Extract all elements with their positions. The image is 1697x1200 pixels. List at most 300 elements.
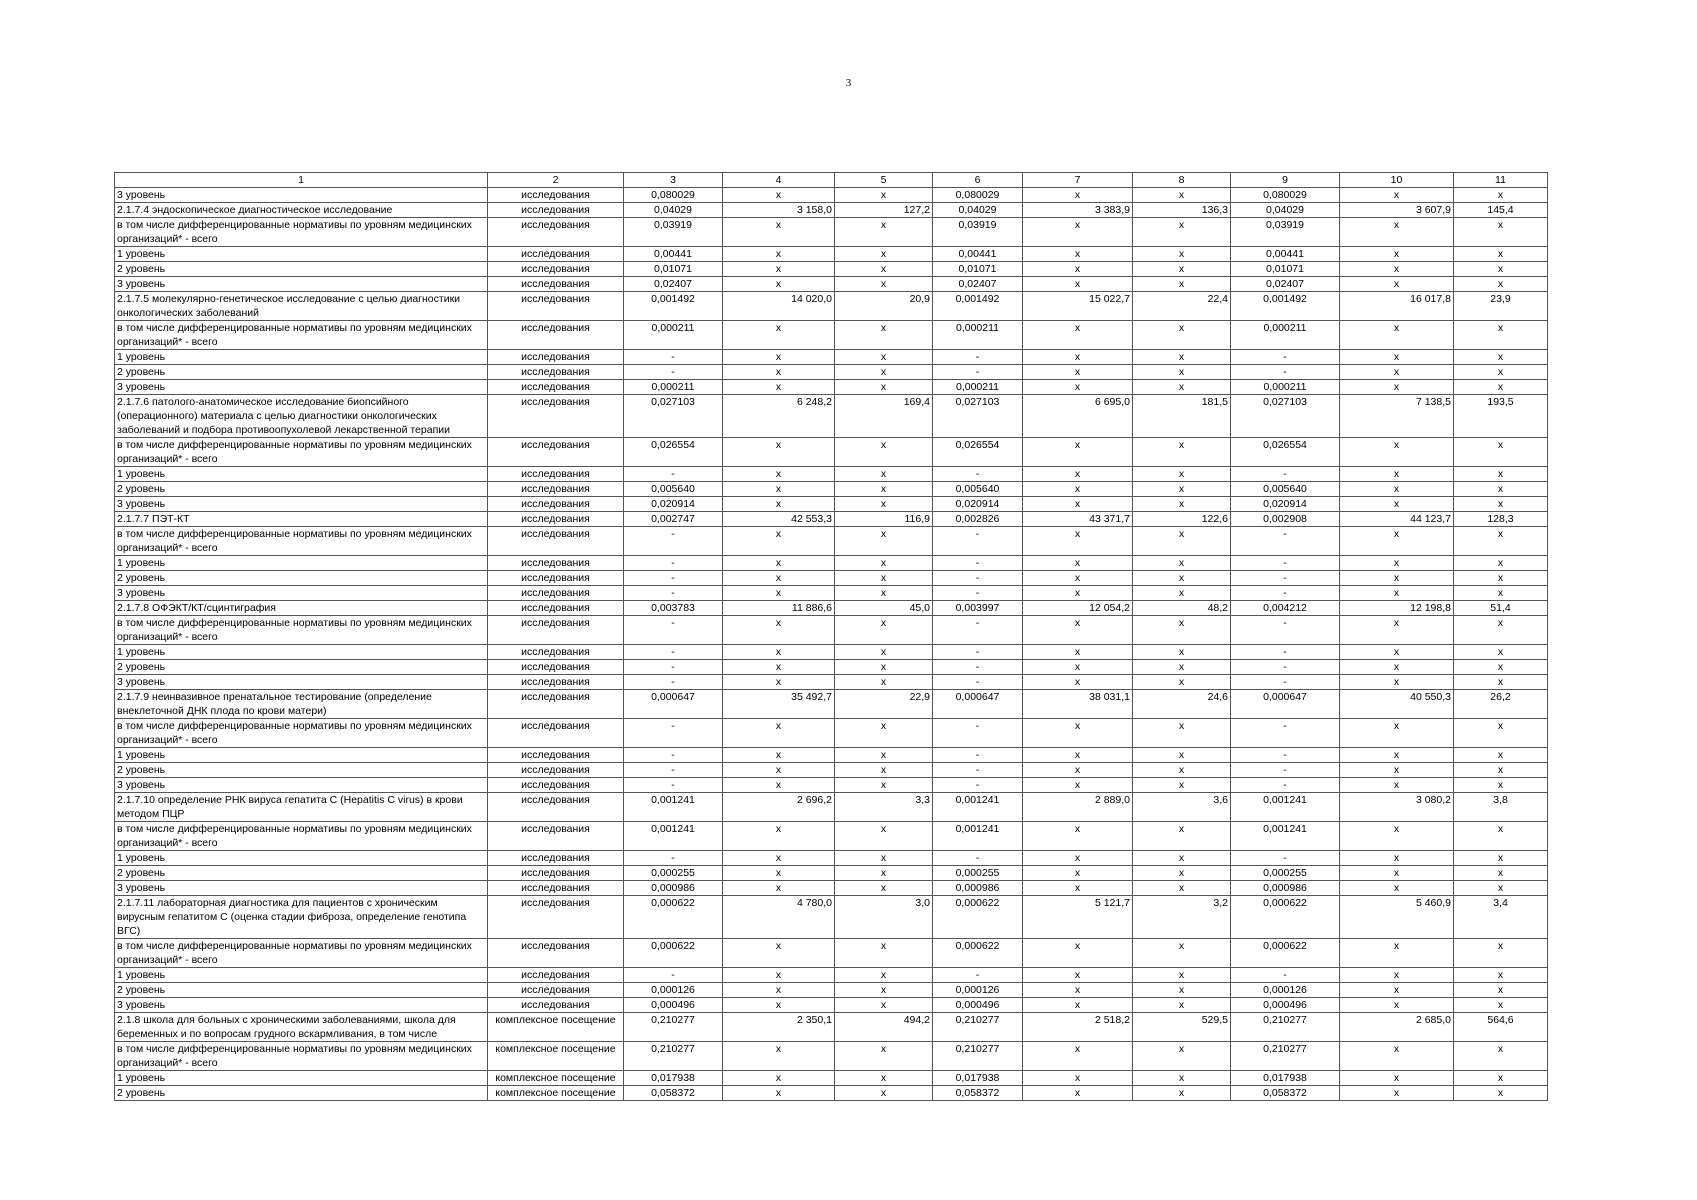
value-cell: x [723, 660, 835, 675]
value-cell: 0,001492 [624, 292, 723, 321]
table-row [115, 1042, 1548, 1071]
value-cell: x [1023, 645, 1133, 660]
value-cell: 0,210277 [1231, 1013, 1340, 1042]
value-cell: - [933, 778, 1023, 793]
row-label: 3 уровень [115, 881, 488, 896]
value-cell: x [1023, 277, 1133, 292]
value-cell: - [933, 586, 1023, 601]
value-cell: x [835, 188, 933, 203]
unit-cell: исследования [488, 690, 624, 719]
value-cell: x [1023, 616, 1133, 645]
value-cell: x [723, 188, 835, 203]
value-cell: x [1133, 616, 1231, 645]
value-cell: 0,000622 [624, 939, 723, 968]
value-cell: x [723, 365, 835, 380]
value-cell: x [723, 822, 835, 851]
value-cell: x [1340, 527, 1454, 556]
value-cell: 3 080,2 [1340, 793, 1454, 822]
value-cell: - [624, 350, 723, 365]
value-cell: x [1133, 675, 1231, 690]
value-cell: x [1023, 983, 1133, 998]
value-cell: x [1454, 247, 1548, 262]
value-cell: - [624, 968, 723, 983]
value-cell: x [1340, 350, 1454, 365]
value-cell: x [1023, 188, 1133, 203]
unit-cell: исследования [488, 467, 624, 482]
value-cell: 0,017938 [1231, 1071, 1340, 1086]
value-cell: 3 607,9 [1340, 203, 1454, 218]
page-number: 3 [845, 77, 852, 89]
row-label: 2 уровень [115, 571, 488, 586]
value-cell: 122,6 [1133, 512, 1231, 527]
value-cell: x [1340, 939, 1454, 968]
value-cell: x [1023, 482, 1133, 497]
value-cell: - [624, 778, 723, 793]
column-number-7: 7 [1023, 173, 1133, 188]
value-cell: 51,4 [1454, 601, 1548, 616]
value-cell: x [1454, 365, 1548, 380]
value-cell: - [1231, 586, 1340, 601]
value-cell: - [624, 660, 723, 675]
value-cell: 0,04029 [624, 203, 723, 218]
value-cell: x [1454, 719, 1548, 748]
value-cell: 0,017938 [933, 1071, 1023, 1086]
row-label: 3 уровень [115, 277, 488, 292]
value-cell: x [1454, 983, 1548, 998]
row-label: 1 уровень [115, 350, 488, 365]
unit-cell: исследования [488, 660, 624, 675]
value-cell: x [1454, 968, 1548, 983]
unit-cell: исследования [488, 851, 624, 866]
unit-cell: исследования [488, 350, 624, 365]
value-cell: x [723, 1042, 835, 1071]
value-cell: 3,4 [1454, 896, 1548, 939]
value-cell: x [1340, 321, 1454, 350]
value-cell: x [1454, 645, 1548, 660]
value-cell: 136,3 [1133, 203, 1231, 218]
value-cell: 2 685,0 [1340, 1013, 1454, 1042]
row-label: 3 уровень [115, 497, 488, 512]
value-cell: - [1231, 571, 1340, 586]
value-cell: 0,005640 [933, 482, 1023, 497]
unit-cell: исследования [488, 247, 624, 262]
value-cell: x [1340, 1042, 1454, 1071]
value-cell: - [1231, 748, 1340, 763]
unit-cell: исследования [488, 793, 624, 822]
value-cell: x [1023, 1042, 1133, 1071]
value-cell: x [1454, 939, 1548, 968]
value-cell: x [723, 998, 835, 1013]
value-cell: x [1340, 218, 1454, 247]
unit-cell: исследования [488, 763, 624, 778]
value-cell: 38 031,1 [1023, 690, 1133, 719]
value-cell: x [1454, 748, 1548, 763]
value-cell: 26,2 [1454, 690, 1548, 719]
value-cell: 0,02407 [1231, 277, 1340, 292]
value-cell: 0,000622 [624, 896, 723, 939]
value-cell: - [933, 350, 1023, 365]
value-cell: x [1340, 1086, 1454, 1101]
unit-cell: исследования [488, 218, 624, 247]
table-row [115, 939, 1548, 968]
value-cell: 0,000211 [624, 380, 723, 395]
value-cell: 0,005640 [1231, 482, 1340, 497]
table-row [115, 497, 1548, 512]
column-number-5: 5 [835, 173, 933, 188]
value-cell: 3,6 [1133, 793, 1231, 822]
row-label: 1 уровень [115, 247, 488, 262]
value-cell: x [1133, 350, 1231, 365]
column-number-11: 11 [1454, 173, 1548, 188]
row-label: в том числе дифференцированные нормативы по уровням медицинских организаций* - всего [115, 527, 488, 556]
row-label: 2 уровень [115, 983, 488, 998]
value-cell: 0,000211 [1231, 321, 1340, 350]
value-cell: x [1454, 881, 1548, 896]
value-cell: x [1454, 778, 1548, 793]
value-cell: - [933, 763, 1023, 778]
value-cell: - [624, 851, 723, 866]
value-cell: - [624, 467, 723, 482]
table-row [115, 218, 1548, 247]
row-label: в том числе дифференцированные нормативы по уровням медицинских организаций* - всего [115, 822, 488, 851]
value-cell: 20,9 [835, 292, 933, 321]
value-cell: - [1231, 616, 1340, 645]
value-cell: 0,027103 [1231, 395, 1340, 438]
row-label: 3 уровень [115, 998, 488, 1013]
value-cell: 0,000986 [624, 881, 723, 896]
value-cell: x [1023, 881, 1133, 896]
value-cell: x [1023, 571, 1133, 586]
value-cell: x [1023, 998, 1133, 1013]
unit-cell: исследования [488, 203, 624, 218]
value-cell: 564,6 [1454, 1013, 1548, 1042]
value-cell: 0,000986 [1231, 881, 1340, 896]
value-cell: 494,2 [835, 1013, 933, 1042]
value-cell: x [723, 763, 835, 778]
unit-cell: исследования [488, 380, 624, 395]
value-cell: x [1023, 262, 1133, 277]
value-cell: x [835, 380, 933, 395]
value-cell: - [933, 365, 1023, 380]
value-cell: x [1340, 968, 1454, 983]
value-cell: 0,001241 [933, 793, 1023, 822]
value-cell: x [1133, 719, 1231, 748]
value-cell: 116,9 [835, 512, 933, 527]
value-cell: x [835, 660, 933, 675]
value-cell: x [1023, 586, 1133, 601]
value-cell: x [1454, 218, 1548, 247]
value-cell: x [723, 277, 835, 292]
table-row [115, 203, 1548, 218]
value-cell: 42 553,3 [723, 512, 835, 527]
value-cell: x [1133, 262, 1231, 277]
row-label: 2 уровень [115, 365, 488, 380]
unit-cell: исследования [488, 512, 624, 527]
value-cell: x [723, 218, 835, 247]
value-cell: x [1340, 748, 1454, 763]
value-cell: 0,01071 [933, 262, 1023, 277]
value-cell: x [723, 321, 835, 350]
value-cell: x [1340, 983, 1454, 998]
value-cell: x [1023, 321, 1133, 350]
value-cell: x [1023, 660, 1133, 675]
value-cell: x [835, 218, 933, 247]
value-cell: 3,3 [835, 793, 933, 822]
row-label: в том числе дифференцированные нормативы по уровням медицинских организаций* - всего [115, 218, 488, 247]
value-cell: 0,000126 [1231, 983, 1340, 998]
row-label: 2.1.7.4 эндоскопическое диагностическое исследование [115, 203, 488, 218]
value-cell: x [1133, 983, 1231, 998]
table-row [115, 292, 1548, 321]
value-cell: x [723, 586, 835, 601]
row-label: 3 уровень [115, 188, 488, 203]
row-label: в том числе дифференцированные нормативы по уровням медицинских организаций* - всего [115, 719, 488, 748]
value-cell: x [1133, 321, 1231, 350]
value-cell: 0,000255 [933, 866, 1023, 881]
value-cell: x [1133, 586, 1231, 601]
value-cell: 529,5 [1133, 1013, 1231, 1042]
row-label: 1 уровень [115, 645, 488, 660]
value-cell: 0,04029 [933, 203, 1023, 218]
row-label: 2.1.7.6 патолого-анатомическое исследование биопсийного (операционного) материала с целью диагностики онкологических заболеваний и подбора противоопухолевой лекарственной терапии [115, 395, 488, 438]
value-cell: 0,026554 [1231, 438, 1340, 467]
value-cell: 0,003997 [933, 601, 1023, 616]
value-cell: 0,004212 [1231, 601, 1340, 616]
unit-cell: комплексное посещение [488, 1013, 624, 1042]
unit-cell: исследования [488, 395, 624, 438]
value-cell: 0,04029 [1231, 203, 1340, 218]
value-cell: x [835, 321, 933, 350]
value-cell: x [835, 968, 933, 983]
value-cell: 0,058372 [933, 1086, 1023, 1101]
unit-cell: исследования [488, 571, 624, 586]
value-cell: 0,210277 [1231, 1042, 1340, 1071]
value-cell: x [1454, 1042, 1548, 1071]
value-cell: 22,4 [1133, 292, 1231, 321]
table-row [115, 793, 1548, 822]
value-cell: x [1340, 822, 1454, 851]
value-cell: 0,000496 [624, 998, 723, 1013]
value-cell: x [1340, 438, 1454, 467]
value-cell: x [1133, 1042, 1231, 1071]
column-number-2: 2 [488, 173, 624, 188]
value-cell: x [723, 527, 835, 556]
value-cell: x [1454, 380, 1548, 395]
value-cell: 0,027103 [933, 395, 1023, 438]
value-cell: - [624, 675, 723, 690]
value-cell: x [1340, 851, 1454, 866]
value-cell: x [1340, 763, 1454, 778]
value-cell: 0,001241 [624, 822, 723, 851]
value-cell: - [624, 616, 723, 645]
value-cell: - [1231, 645, 1340, 660]
value-cell: x [1023, 748, 1133, 763]
value-cell: x [723, 851, 835, 866]
value-cell: x [835, 277, 933, 292]
value-cell: 0,000255 [1231, 866, 1340, 881]
table-row [115, 763, 1548, 778]
value-cell: 0,03919 [933, 218, 1023, 247]
value-cell: x [835, 527, 933, 556]
value-cell: x [723, 1071, 835, 1086]
value-cell: 3,2 [1133, 896, 1231, 939]
value-cell: x [835, 247, 933, 262]
unit-cell: комплексное посещение [488, 1086, 624, 1101]
row-label: 2.1.8 школа для больных с хроническими заболеваниями, школа для беременных и по вопросам грудного вскармливания, в том числе [115, 1013, 488, 1042]
value-cell: x [835, 438, 933, 467]
value-cell: 40 550,3 [1340, 690, 1454, 719]
value-cell: 0,003783 [624, 601, 723, 616]
value-cell: 0,000647 [933, 690, 1023, 719]
value-cell: 44 123,7 [1340, 512, 1454, 527]
table-row [115, 365, 1548, 380]
value-cell: x [1023, 866, 1133, 881]
unit-cell: исследования [488, 983, 624, 998]
value-cell: x [835, 675, 933, 690]
value-cell: x [723, 983, 835, 998]
row-label: 1 уровень [115, 748, 488, 763]
table-row [115, 822, 1548, 851]
unit-cell: исследования [488, 616, 624, 645]
value-cell: x [835, 365, 933, 380]
unit-cell: исследования [488, 497, 624, 512]
value-cell: 0,001492 [933, 292, 1023, 321]
value-cell: - [933, 467, 1023, 482]
table-row [115, 866, 1548, 881]
value-cell: x [835, 262, 933, 277]
value-cell: 0,000126 [933, 983, 1023, 998]
row-label: 2.1.7.5 молекулярно-генетическое исследование с целью диагностики онкологических заболеваний [115, 292, 488, 321]
table-row [115, 350, 1548, 365]
unit-cell: исследования [488, 188, 624, 203]
value-cell: 0,027103 [624, 395, 723, 438]
value-cell: - [1231, 556, 1340, 571]
value-cell: 12 054,2 [1023, 601, 1133, 616]
table-row [115, 778, 1548, 793]
unit-cell: исследования [488, 292, 624, 321]
value-cell: - [624, 645, 723, 660]
value-cell: 0,210277 [933, 1042, 1023, 1071]
value-cell: x [1454, 660, 1548, 675]
value-cell: 2 350,1 [723, 1013, 835, 1042]
value-cell: x [1340, 778, 1454, 793]
value-cell: x [1454, 556, 1548, 571]
unit-cell: исследования [488, 939, 624, 968]
value-cell: - [624, 365, 723, 380]
value-cell: 0,020914 [933, 497, 1023, 512]
row-label: в том числе дифференцированные нормативы по уровням медицинских организаций* - всего [115, 1042, 488, 1071]
value-cell: 0,026554 [624, 438, 723, 467]
value-cell: x [1454, 998, 1548, 1013]
value-cell: - [624, 586, 723, 601]
table-row [115, 586, 1548, 601]
row-label: 2.1.7.9 неинвазивное пренатальное тестирование (определение внеклеточной ДНК плода по крови матери) [115, 690, 488, 719]
value-cell: x [1340, 675, 1454, 690]
value-cell: x [835, 719, 933, 748]
value-cell: x [723, 438, 835, 467]
value-cell: - [933, 556, 1023, 571]
value-cell: x [723, 675, 835, 690]
unit-cell: комплексное посещение [488, 1071, 624, 1086]
table-row [115, 467, 1548, 482]
value-cell: 0,000622 [933, 939, 1023, 968]
value-cell: 0,03919 [1231, 218, 1340, 247]
unit-cell: исследования [488, 866, 624, 881]
value-cell: 12 198,8 [1340, 601, 1454, 616]
value-cell: 0,001241 [624, 793, 723, 822]
value-cell: x [723, 350, 835, 365]
value-cell: x [835, 881, 933, 896]
table-row [115, 675, 1548, 690]
value-cell: x [835, 1071, 933, 1086]
row-label: 1 уровень [115, 968, 488, 983]
value-cell: x [1340, 277, 1454, 292]
value-cell: 128,3 [1454, 512, 1548, 527]
row-label: 3 уровень [115, 586, 488, 601]
value-cell: x [1340, 467, 1454, 482]
value-cell: x [835, 778, 933, 793]
value-cell: 0,000211 [624, 321, 723, 350]
value-cell: - [1231, 675, 1340, 690]
value-cell: 2 889,0 [1023, 793, 1133, 822]
value-cell: 2 518,2 [1023, 1013, 1133, 1042]
value-cell: 193,5 [1454, 395, 1548, 438]
unit-cell: исследования [488, 586, 624, 601]
value-cell: x [723, 616, 835, 645]
table-row [115, 512, 1548, 527]
value-cell: 45,0 [835, 601, 933, 616]
value-cell: 0,000986 [933, 881, 1023, 896]
value-cell: 35 492,7 [723, 690, 835, 719]
value-cell: x [723, 497, 835, 512]
value-cell: 0,001241 [933, 822, 1023, 851]
value-cell: x [1023, 218, 1133, 247]
unit-cell: исследования [488, 321, 624, 350]
table-row [115, 983, 1548, 998]
unit-cell: исследования [488, 277, 624, 292]
value-cell: - [933, 675, 1023, 690]
value-cell: x [1133, 645, 1231, 660]
value-cell: - [933, 660, 1023, 675]
value-cell: x [723, 380, 835, 395]
column-number-3: 3 [624, 173, 723, 188]
value-cell: - [933, 527, 1023, 556]
value-cell: x [1340, 556, 1454, 571]
unit-cell: исследования [488, 601, 624, 616]
value-cell: x [835, 763, 933, 778]
table-row [115, 896, 1548, 939]
value-cell: x [835, 482, 933, 497]
row-label: 2 уровень [115, 763, 488, 778]
value-cell: x [1133, 881, 1231, 896]
value-cell: 0,002908 [1231, 512, 1340, 527]
value-cell: x [1023, 1086, 1133, 1101]
table-row [115, 1086, 1548, 1101]
value-cell: 0,026554 [933, 438, 1023, 467]
value-cell: - [624, 763, 723, 778]
value-cell: x [835, 556, 933, 571]
row-label: 1 уровень [115, 851, 488, 866]
value-cell: - [624, 748, 723, 763]
value-cell: x [1340, 616, 1454, 645]
value-cell: 0,000622 [1231, 939, 1340, 968]
value-cell: x [1340, 262, 1454, 277]
table-row [115, 527, 1548, 556]
value-cell: x [1340, 380, 1454, 395]
row-label: в том числе дифференцированные нормативы по уровням медицинских организаций* - всего [115, 939, 488, 968]
table-row [115, 660, 1548, 675]
value-cell: x [1133, 822, 1231, 851]
